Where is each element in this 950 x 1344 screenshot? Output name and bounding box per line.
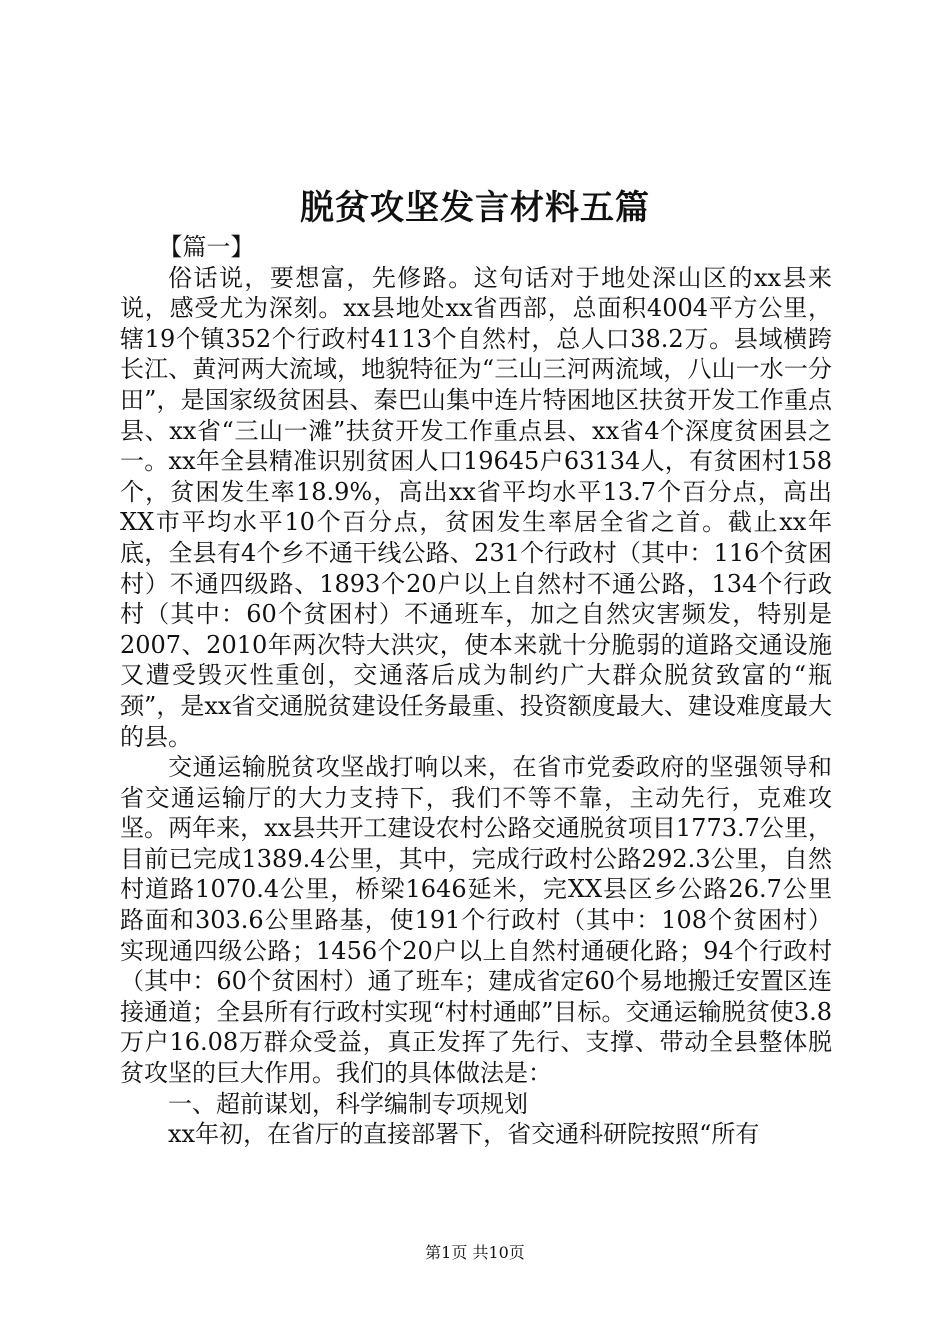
paragraph-2: 交通运输脱贫攻坚战打响以来，在省市党委政府的坚强领导和省交通运输厅的大力支持下，我们不等不靠，主动先行，克难攻坚。两年来，xx县共开工建设农村公路交通脱贫项目1773.7公里，目前已完成1389.4公里，其中，完成行政村公路292.3公里，自然村道路1070.4公里，桥梁1646延米，完XX县区乡公路26.7公里路面和303.6公里路基，使191个行政村（其中：108个贫困村）实现通四级公路；1456个20户以上自然村通硬化路；94个行政村（其中：60个贫困村）通了班车；建成省定60个易地搬迁安置区连接通道；全县所有行政村实现“村村通邮”目标。交通运输脱贫使3.8万户16.08万群众受益，真正发挥了先行、支撑、带动全县整体脱贫攻坚的巨大作用。我们的具体做法是： — [120, 753, 832, 1088]
paragraph-3: xx年初，在省厅的直接部署下，省交通科研院按照“所有 — [168, 1120, 760, 1149]
section-heading-1: 一、超前谋划，科学编制专项规划 — [168, 1089, 528, 1118]
page-footer: 第1页 共10页 — [425, 1243, 525, 1262]
document-title: 脱贫攻坚发言材料五篇 — [300, 188, 650, 228]
section-label: 【篇一】 — [158, 233, 255, 261]
paragraph-1: 俗话说，要想富，先修路。这句话对于地处深山区的xx县来说，感受尤为深刻。xx县地处xx省西部，总面积4004平方公里，辖19个镇352个行政村4113个自然村，总人口38.2万。县域横跨长江、黄河两大流域，地貌特征为“三山三河两流域，八山一水一分田”，是国家级贫困县、秦巴山集中连片特困地区扶贫开发工作重点县、xx省“三山一滩”扶贫开发工作重点县、xx省4个深度贫困县之一。xx年全县精准识别贫困人口19645户63134人，有贫困村158个，贫困发生率18.9%，高出xx省平均水平13.7个百分点，高出XX市平均水平10个百分点，贫困发生率居全省之首。截止xx年底，全县有4个乡不通干线公路、231个行政村（其中：116个贫困村）不通四级路、1893个20户以上自然村不通公路，134个行政村（其中：60个贫困村）不通班车，加之自然灾害频发，特别是2007、2010年两次特大洪灾，使本来就十分脆弱的道路交通设施又遭受毁灭性重创，交通落后成为制约广大群众脱贫致富的“瓶颈”，是xx省交通脱贫建设任务最重、投资额度最大、建设难度最大的县。 — [120, 263, 832, 751]
document-body — [120, 232, 832, 1150]
